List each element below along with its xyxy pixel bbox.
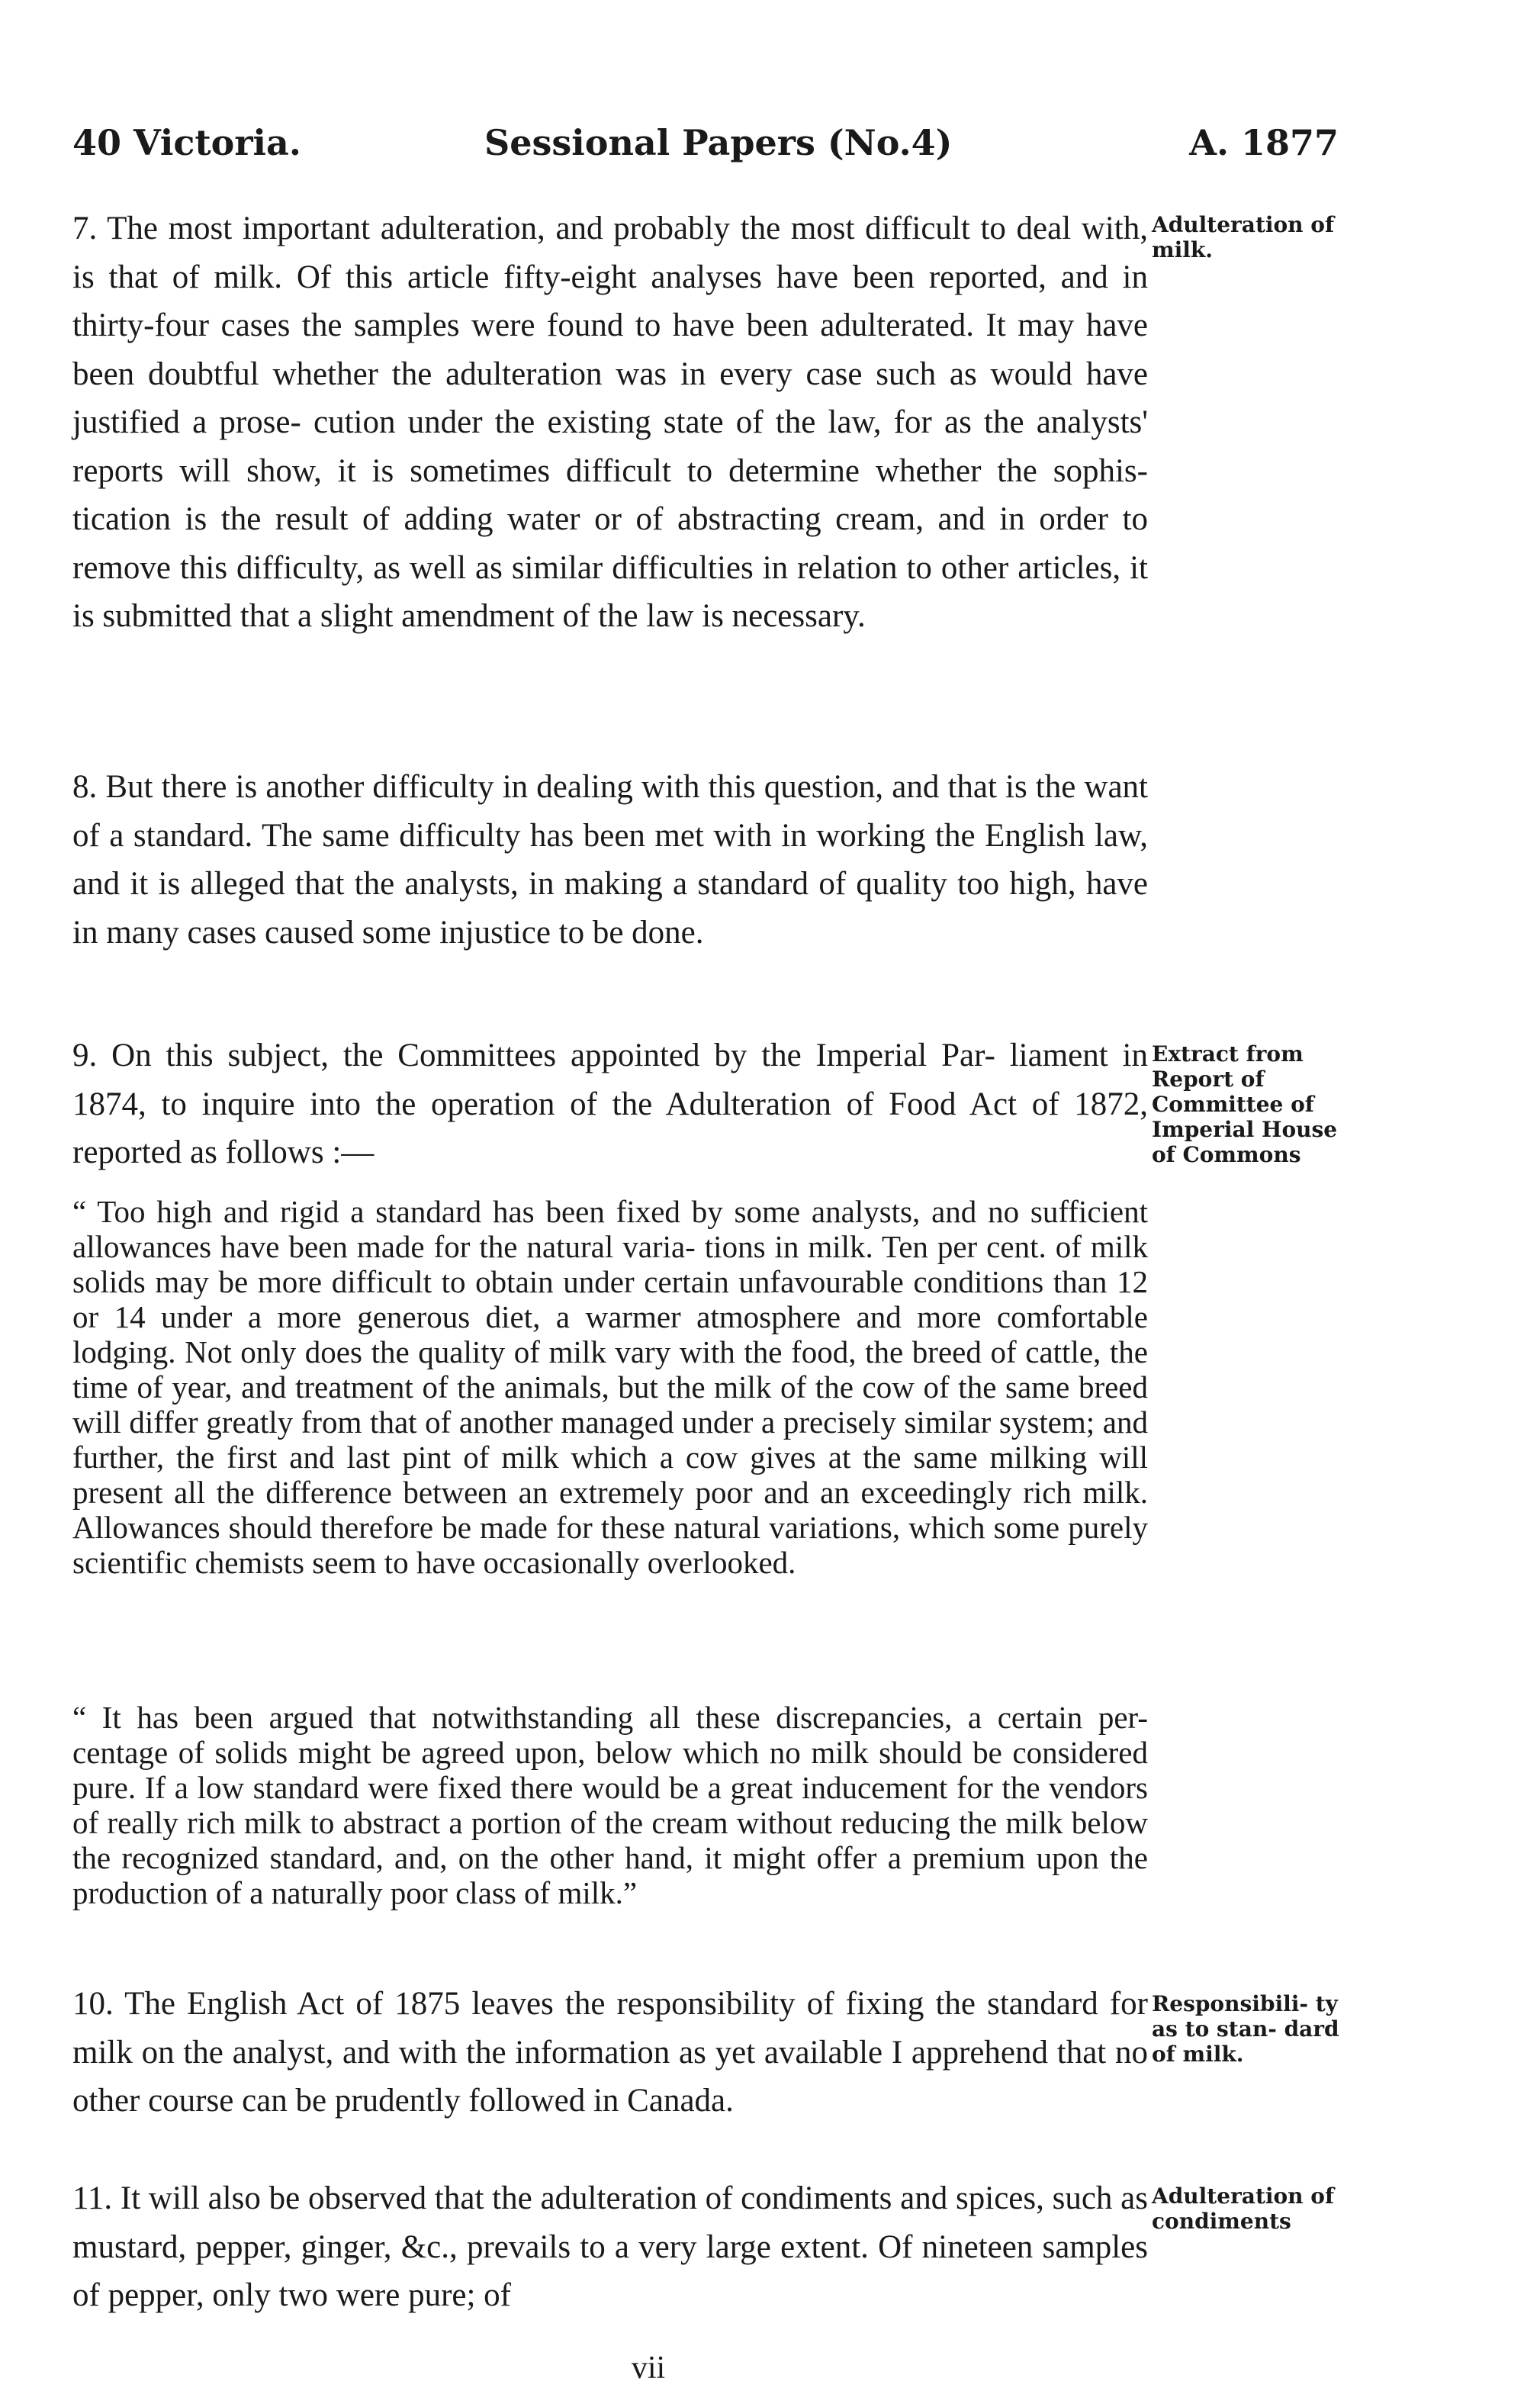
- margin-note-responsibility: Responsibili- ty as to stan- dard of milk.: [1152, 1991, 1339, 2067]
- paragraph-7: 7. The most important adulteration, and probably the most difficult to deal with, is that of milk. Of this article fifty-eight analyses have been reported, and in thirty-four cases the samples were found to have been adulterated. It may have been doubtful whether the adulteration was in every case such as would have justified a prose- cution under the existing state of the law, for as the analysts' reports will show, it is sometimes difficult to determine whether the sophis- tication is the result of adding water or of abstracting cream, and in order to remove this difficulty, as well as similar difficulties in relation to other articles, it is submitted that a slight amendment of the law is necessary.: [72, 211, 1148, 634]
- quotation-paragraph-1: “ Too high and rigid a standard has been fixed by some analysts, and no sufficient allowances have been made for the natural varia- tions in milk. Ten per cent. of milk solids may be more difficult to obtain under certain unfavourable conditions than 12 or 14 under a more generous diet, a warmer atmosphere and more comfortable lodging. Not only does the quality of milk vary with the food, the breed of cattle, the time of year, and treatment of the animals, but the milk of the cow of the same breed will differ greatly from that of another managed under a precisely similar system; and further, the first and last pint of milk which a cow gives at the same milking will present all the difference between an extremely poor and an exceedingly rich milk. Allowances should therefore be made for these natural variations, which some purely scientific chemists seem to have occasionally overlooked.: [72, 1194, 1148, 1580]
- paragraph-11: 11. It will also be observed that the adulteration of condiments and spices, such as mustard, pepper, ginger, &c., prevails to a very large extent. Of nineteen samples of pepper, only two were pure; of: [72, 2180, 1148, 2313]
- body-column: [72, 0, 1148, 2407]
- margin-note-adulteration-of-milk: Adulteration of milk.: [1152, 212, 1335, 262]
- paragraph-9: 9. On this subject, the Committees appointed by the Imperial Par- liament in 1874, to inquire into the operation of the Adulteration of Food Act of 1872, reported as follows :—: [72, 1038, 1148, 1170]
- header-volume: 40 Victoria.: [72, 122, 301, 163]
- paragraph-8: 8. But there is another difficulty in dealing with this question, and that is the want of a standard. The same difficulty has been met with in working the English law, and it is alleged that the analysts, in making a standard of quality too high, have in many cases caused some injustice to be done.: [72, 769, 1148, 951]
- page-number: vii: [631, 2351, 666, 2386]
- header-title: Sessional Papers (No.4): [484, 122, 953, 163]
- quotation-paragraph-2: “ It has been argued that notwithstanding all these discrepancies, a certain per-centage of solids might be agreed upon, below which no milk should be considered pure. If a low standard were fixed there would be a great inducement for the vendors of really rich milk to abstract a portion of the cream without reducing the milk below the recognized standard, and, on the other hand, it might offer a premium upon the production of a naturally poor class of milk.”: [72, 1700, 1148, 1910]
- margin-note-extract-from-report: Extract from Report of Committee of Imperial House of Commons: [1152, 1041, 1338, 1167]
- margin-note-adulteration-of-condiments: Adulteration of condiments: [1152, 2183, 1335, 2234]
- paragraph-10: 10. The English Act of 1875 leaves the responsibility of fixing the standard for milk on the analyst, and with the information as yet available I apprehend that no other course can be prudently followed in Canada.: [72, 1986, 1148, 2119]
- header-year: A. 1877: [1189, 122, 1339, 163]
